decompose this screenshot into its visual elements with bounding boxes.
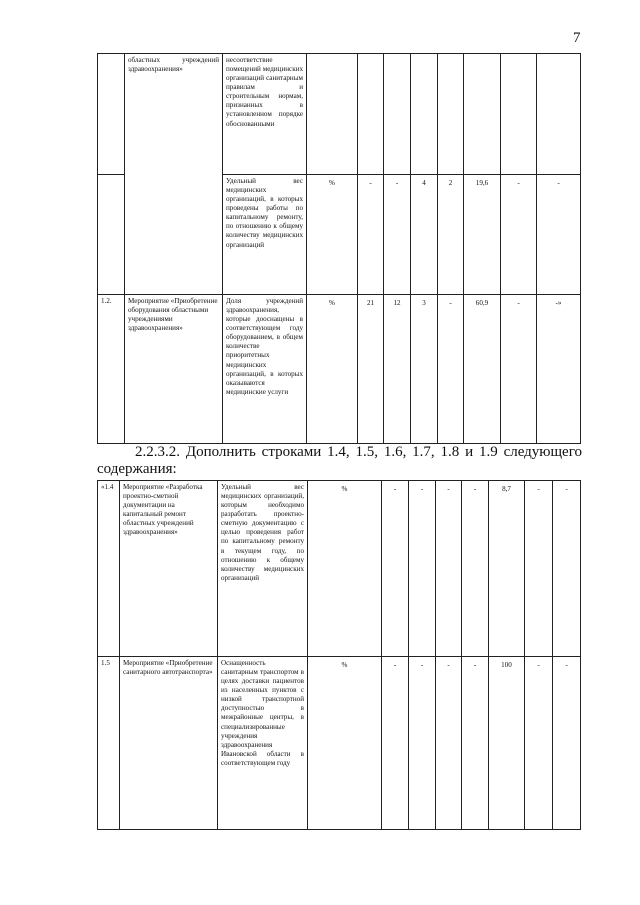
value-cell: 60,9	[464, 295, 501, 444]
value-cell: -	[436, 481, 462, 657]
unit-cell: %	[308, 657, 382, 830]
value-cell: -	[553, 481, 581, 657]
value-cell: -	[501, 175, 537, 295]
event-cell: Мероприятие «Разработка проектно-сметной документации на капитальный ремонт областных учреждений здравоохранения»	[120, 481, 218, 657]
value-cell: 100	[489, 657, 525, 830]
table-row	[98, 295, 581, 444]
row-number: 1.5	[98, 657, 120, 830]
value-cell: -	[553, 657, 581, 830]
value-cell	[501, 54, 537, 175]
event-cell: Мероприятие «Приобретение санитарного автотранспорта»	[120, 657, 218, 830]
event-cell: Мероприятие «Приобретение оборудования областными учреждениями здравоохранения»	[125, 295, 223, 444]
value-cell: 12	[384, 295, 411, 444]
unit-cell: %	[307, 175, 358, 295]
page-number: 7	[573, 30, 581, 46]
value-cell: -	[462, 481, 489, 657]
value-cell: -	[358, 175, 384, 295]
indicators-table-top	[97, 53, 581, 444]
value-cell: -	[462, 657, 489, 830]
indicator-cell: несоответствие помещений медицинских организаций санитарным правилам и строительным нормам, признанных в установленном порядке обоснованными	[223, 54, 307, 175]
value-cell: -	[438, 295, 464, 444]
value-cell: -	[537, 175, 581, 295]
table-row	[98, 54, 581, 175]
value-cell	[537, 54, 581, 175]
paragraph-line: 2.2.3.2. Дополнить строками 1.4, 1.5, 1.6, 1.7, 1.8 и 1.9 следующего	[135, 444, 582, 460]
value-cell: 8,7	[489, 481, 525, 657]
indicator-cell: Доля учреждений здравоохранения, которые дооснащены в соответствующем году оборудованием, в общем количестве приоритетных медицинских организаций, в которых оказываются медицинские услуги	[223, 295, 307, 444]
table-row	[98, 481, 581, 657]
value-cell: -	[525, 657, 553, 830]
value-cell: -	[382, 657, 409, 830]
value-cell	[358, 54, 384, 175]
value-cell: -	[501, 295, 537, 444]
value-cell	[464, 54, 501, 175]
value-cell: 4	[411, 175, 438, 295]
value-cell: 21	[358, 295, 384, 444]
event-cell: областных учреждений здравоохранения»	[125, 54, 223, 295]
value-cell	[411, 54, 438, 175]
indicator-cell: Оснащенность санитарным транспортом в целях доставки пациентов из населенных пунктов с низкой транспортной доступностью в межрайонные центры, в специализированные учреждения здравоохранения Ивановской области в соответствующем году	[218, 657, 308, 830]
unit-cell: %	[308, 481, 382, 657]
indicators-table-bottom	[97, 480, 581, 830]
value-cell: -	[384, 175, 411, 295]
value-cell: -»	[537, 295, 581, 444]
value-cell: -	[436, 657, 462, 830]
amendment-paragraph	[97, 444, 582, 478]
table-row	[98, 657, 581, 830]
row-number: «1.4	[98, 481, 120, 657]
value-cell: -	[409, 657, 436, 830]
indicator-cell: Удельный вес медицинских организаций, в которых проведены работы по капитальному ремонту, по отношению к общему количеству медицинских организаций	[223, 175, 307, 295]
value-cell: 2	[438, 175, 464, 295]
unit-cell: %	[307, 295, 358, 444]
value-cell	[384, 54, 411, 175]
value-cell: -	[409, 481, 436, 657]
row-number	[98, 54, 125, 175]
unit-cell	[307, 54, 358, 175]
row-number	[98, 175, 125, 295]
value-cell	[438, 54, 464, 175]
row-number: 1.2.	[98, 295, 125, 444]
value-cell: -	[382, 481, 409, 657]
paragraph-line: содержания:	[97, 460, 177, 477]
value-cell: 19,6	[464, 175, 501, 295]
value-cell: -	[525, 481, 553, 657]
indicator-cell: Удельный вес медицинских организаций, которым необходимо разработать проектно-сметную документацию с целью проведения работ по капитальному ремонту в текущем году, по отношению к общему количеству медицинских организаций	[218, 481, 308, 657]
value-cell: 3	[411, 295, 438, 444]
